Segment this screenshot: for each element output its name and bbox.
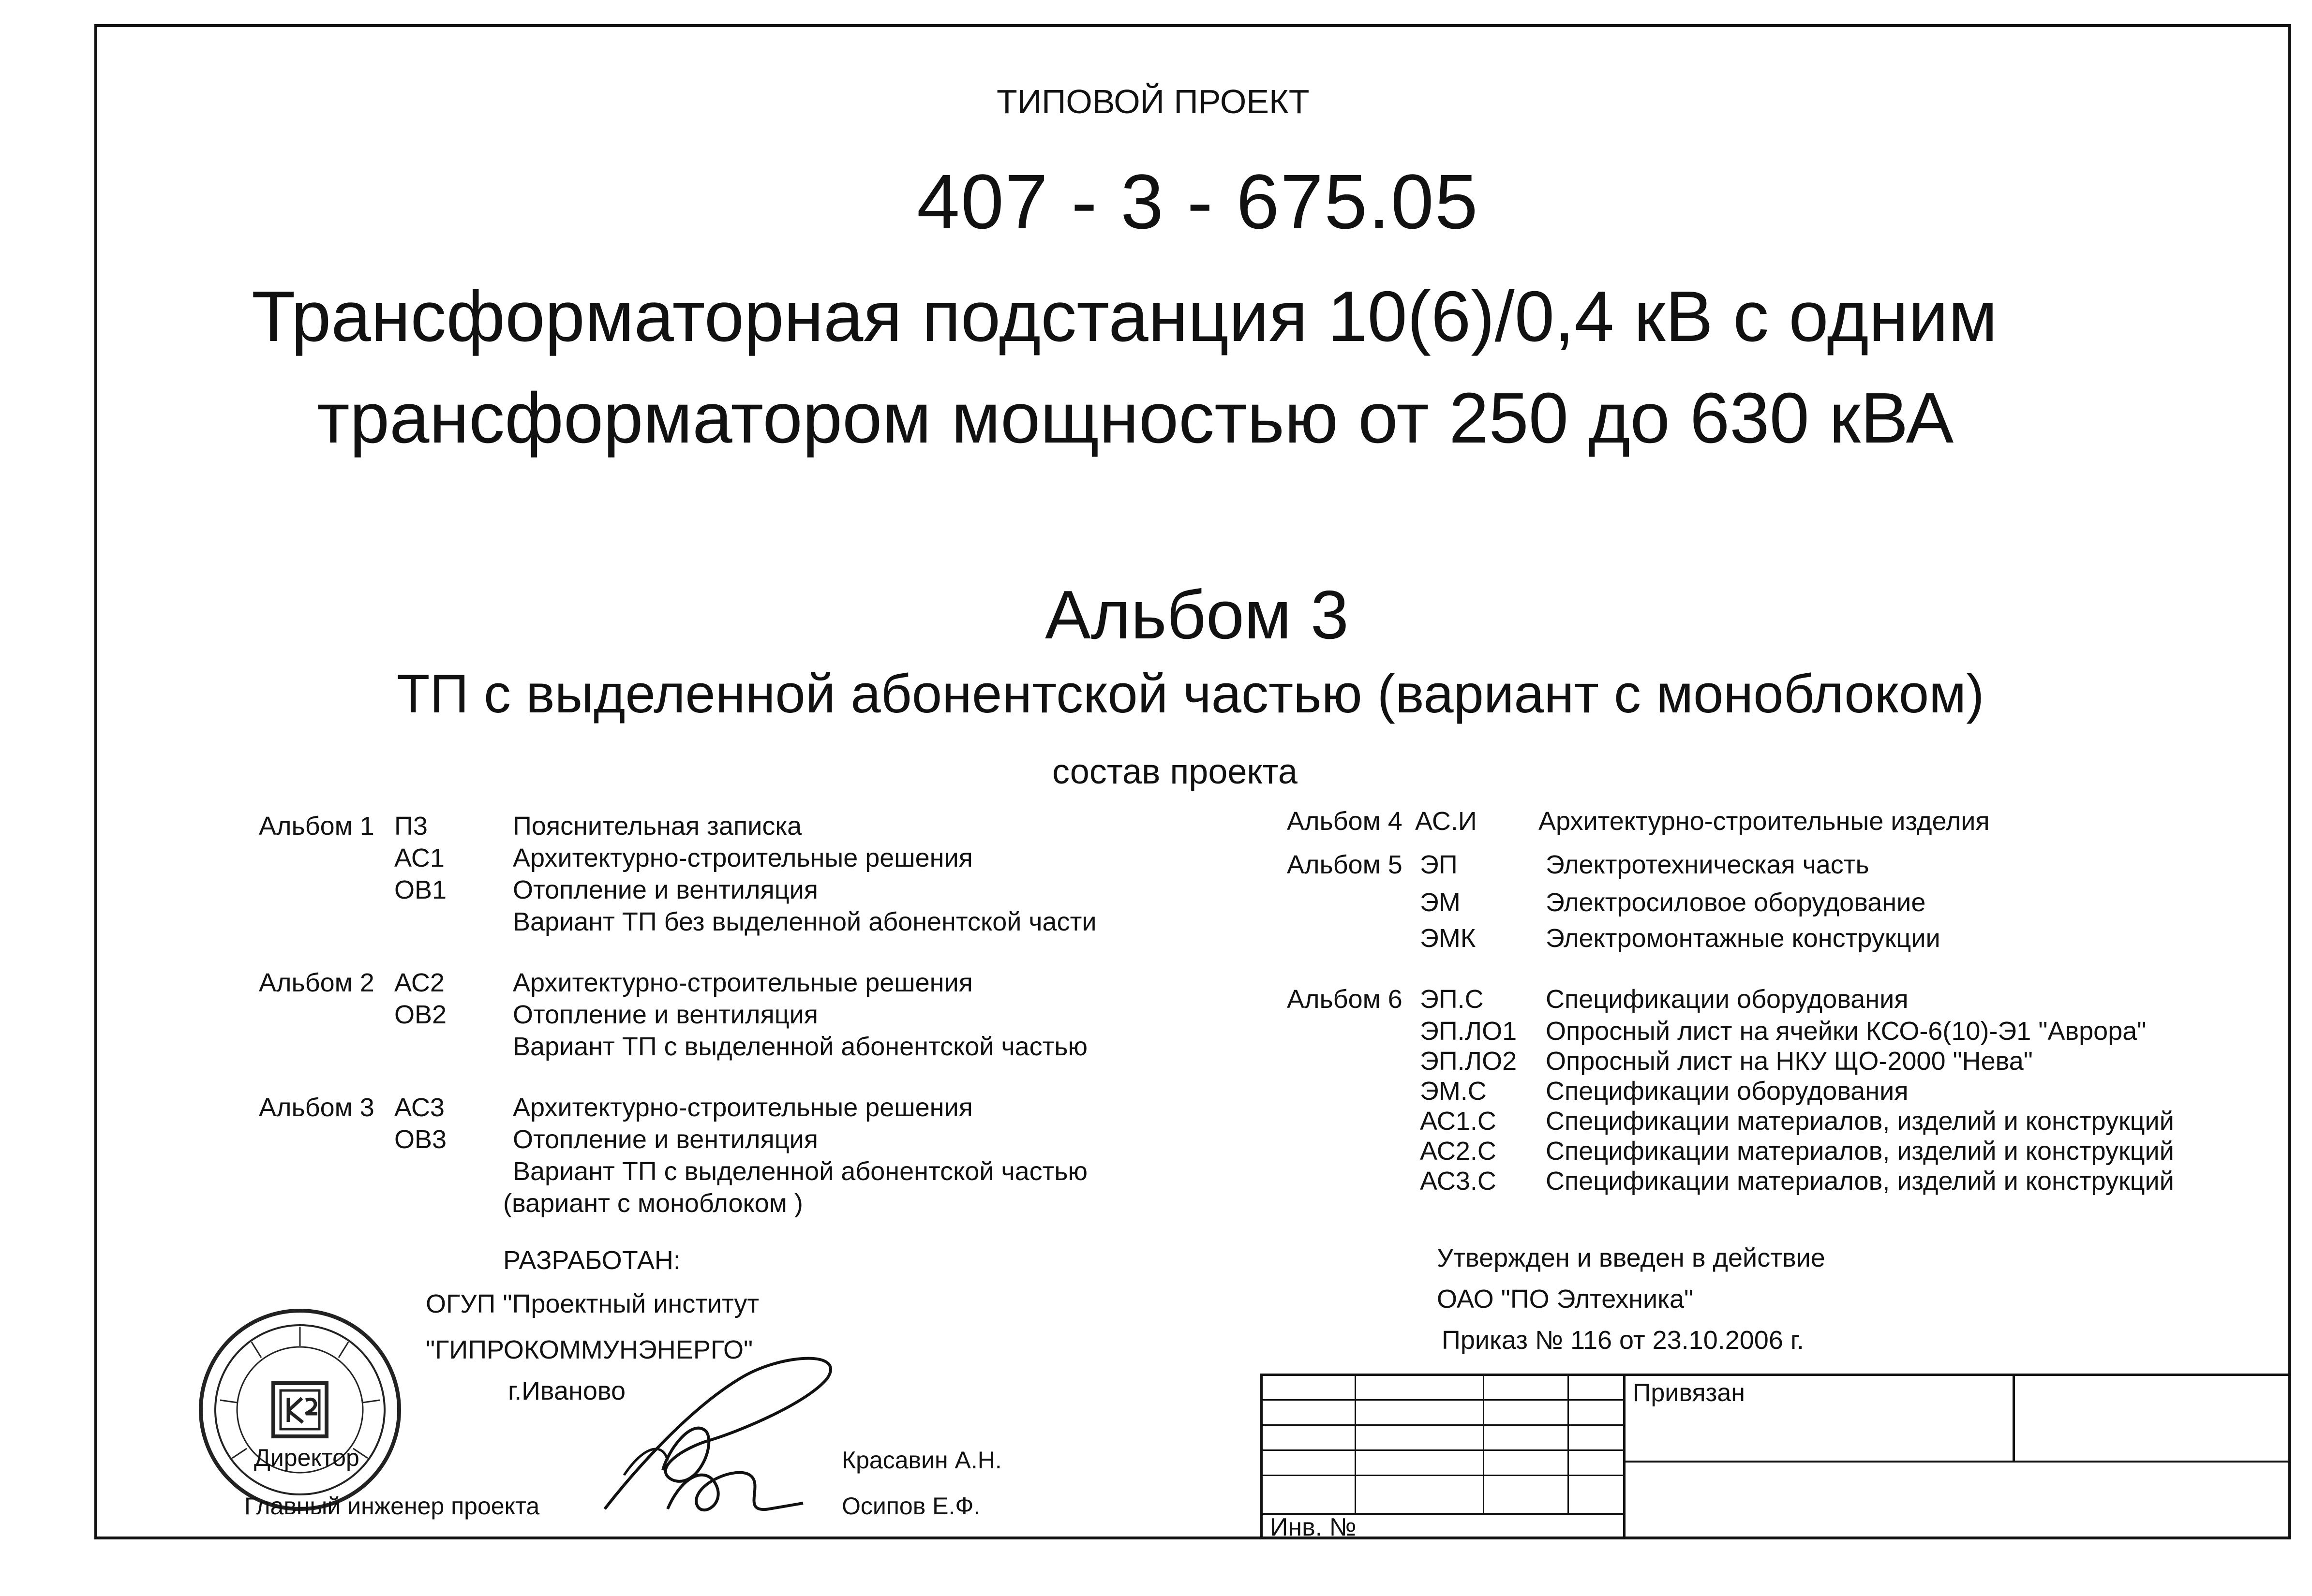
developer-label: РАЗРАБОТАН: — [503, 1246, 681, 1275]
list-item — [259, 1123, 1178, 1155]
section-code: АС2.С — [1420, 1137, 1496, 1166]
developer-org-line-1: ОГУП "Проектный институт — [426, 1289, 760, 1318]
section-description: Электромонтажные конструкции — [1546, 924, 1940, 953]
section-description: Спецификации материалов, изделий и конструкций — [1546, 1167, 2174, 1196]
section-description: Архитектурно-строительные решения — [513, 1093, 973, 1122]
list-item — [259, 906, 1178, 938]
section-code: ОВ2 — [394, 1000, 447, 1029]
list-item — [1287, 1075, 2254, 1105]
list-item — [1287, 1165, 2254, 1195]
approval-line-2: ОАО "ПО Элтехника" — [1437, 1285, 1694, 1314]
list-item — [259, 1187, 1178, 1219]
list-item — [1287, 1105, 2254, 1135]
director-name: Красавин А.Н. — [842, 1447, 1002, 1474]
composition-label: состав проекта — [1052, 753, 1298, 791]
approval-line-3: Приказ № 116 от 23.10.2006 г. — [1442, 1326, 1804, 1355]
album-label: Альбом 4 — [1287, 807, 1402, 836]
chief-engineer-name: Осипов Е.Ф. — [842, 1493, 981, 1520]
section-code: АС3 — [394, 1093, 445, 1122]
project-number: 407 - 3 - 675.05 — [917, 158, 1479, 245]
section-description: Вариант ТП с выделенной абонентской частью — [513, 1157, 1088, 1186]
section-code: АС1.С — [1420, 1107, 1496, 1136]
list-item — [259, 1092, 1178, 1123]
list-item — [259, 967, 1178, 999]
section-description: Архитектурно-строительные решения — [513, 968, 973, 997]
organization-seal-icon — [194, 1303, 406, 1516]
section-code: ОВ1 — [394, 875, 447, 904]
bound-label: Привязан — [1633, 1379, 1745, 1407]
section-code: ЭП — [1420, 850, 1458, 879]
list-item — [259, 999, 1178, 1031]
section-code: ЭП.ЛО2 — [1420, 1047, 1517, 1076]
album-label: Альбом 2 — [259, 968, 374, 997]
album-title: Альбом 3 — [1045, 576, 1349, 653]
section-description: (вариант с моноблоком ) — [503, 1189, 803, 1218]
list-item — [259, 810, 1178, 842]
section-description: Спецификации оборудования — [1546, 1077, 1909, 1106]
section-description: Электротехническая часть — [1546, 850, 1869, 879]
list-item — [1287, 805, 2254, 837]
album-label: Альбом 6 — [1287, 985, 1402, 1014]
director-label: Директор — [254, 1444, 359, 1471]
section-code: ЭМ — [1420, 888, 1461, 917]
inventory-number-label: Инв. № — [1270, 1513, 1357, 1541]
project-type-label: ТИПОВОЙ ПРОЕКТ — [997, 83, 1310, 120]
approval-line-1: Утвержден и введен в действие — [1437, 1243, 1825, 1272]
list-item — [1287, 1015, 2254, 1045]
list-item — [259, 874, 1178, 906]
section-description: Спецификации материалов, изделий и конструкций — [1546, 1137, 2174, 1166]
album-subtitle: ТП с выделенной абонентской частью (вариант с моноблоком) — [397, 664, 1984, 724]
list-item — [1287, 849, 2254, 887]
album-label: Альбом 5 — [1287, 850, 1402, 879]
section-description: Архитектурно-строительные изделия — [1538, 807, 1990, 836]
list-item — [259, 1155, 1178, 1187]
section-code: П3 — [394, 812, 428, 841]
album-label: Альбом 1 — [259, 812, 374, 841]
section-description: Спецификации материалов, изделий и конструкций — [1546, 1107, 2174, 1136]
section-description: Пояснительная записка — [513, 812, 802, 841]
section-description: Электросиловое оборудование — [1546, 888, 1926, 917]
section-description: Опросный лист на НКУ ЩО-2000 "Нева" — [1546, 1047, 2033, 1076]
list-item — [1287, 1135, 2254, 1165]
list-item — [1287, 887, 2254, 922]
section-description: Спецификации оборудования — [1546, 985, 1909, 1014]
section-code: АС1 — [394, 843, 445, 872]
developer-city: г.Иваново — [508, 1376, 626, 1405]
list-item — [1287, 1045, 2254, 1075]
developer-org-line-2: "ГИПРОКОММУНЭНЕРГО" — [426, 1335, 753, 1364]
list-item — [259, 1031, 1178, 1063]
right-composition-list — [1287, 805, 2254, 1195]
section-code: ОВ3 — [394, 1125, 447, 1154]
album-label: Альбом 3 — [259, 1093, 374, 1122]
list-item — [1287, 922, 2254, 954]
left-composition-list — [259, 810, 1178, 1219]
section-code: ЭП.ЛО1 — [1420, 1017, 1517, 1046]
title-line-2: трансформатором мощностью от 250 до 630 кВА — [317, 378, 1954, 458]
section-code: АС.И — [1415, 807, 1477, 836]
section-description: Архитектурно-строительные решения — [513, 843, 973, 872]
section-code: АС3.С — [1420, 1167, 1496, 1196]
section-description: Отопление и вентиляция — [513, 1000, 819, 1029]
section-code: ЭП.С — [1420, 985, 1484, 1014]
title-line-1: Трансформаторная подстанция 10(6)/0,4 кВ с одним — [252, 277, 1998, 356]
signature-icon — [595, 1349, 856, 1533]
section-code: ЭМ.С — [1420, 1077, 1487, 1106]
chief-engineer-label: Главный инженер проекта — [244, 1493, 540, 1520]
section-description: Отопление и вентиляция — [513, 875, 819, 904]
list-item — [1287, 983, 2254, 1015]
list-item — [259, 842, 1178, 874]
section-description: Отопление и вентиляция — [513, 1125, 819, 1154]
section-description: Вариант ТП без выделенной абонентской части — [513, 907, 1097, 936]
section-description: Вариант ТП с выделенной абонентской частью — [513, 1032, 1088, 1061]
section-code: АС2 — [394, 968, 445, 997]
section-code: ЭМК — [1420, 924, 1476, 953]
section-description: Опросный лист на ячейки КСО-6(10)-Э1 "Аврора" — [1546, 1017, 2147, 1046]
